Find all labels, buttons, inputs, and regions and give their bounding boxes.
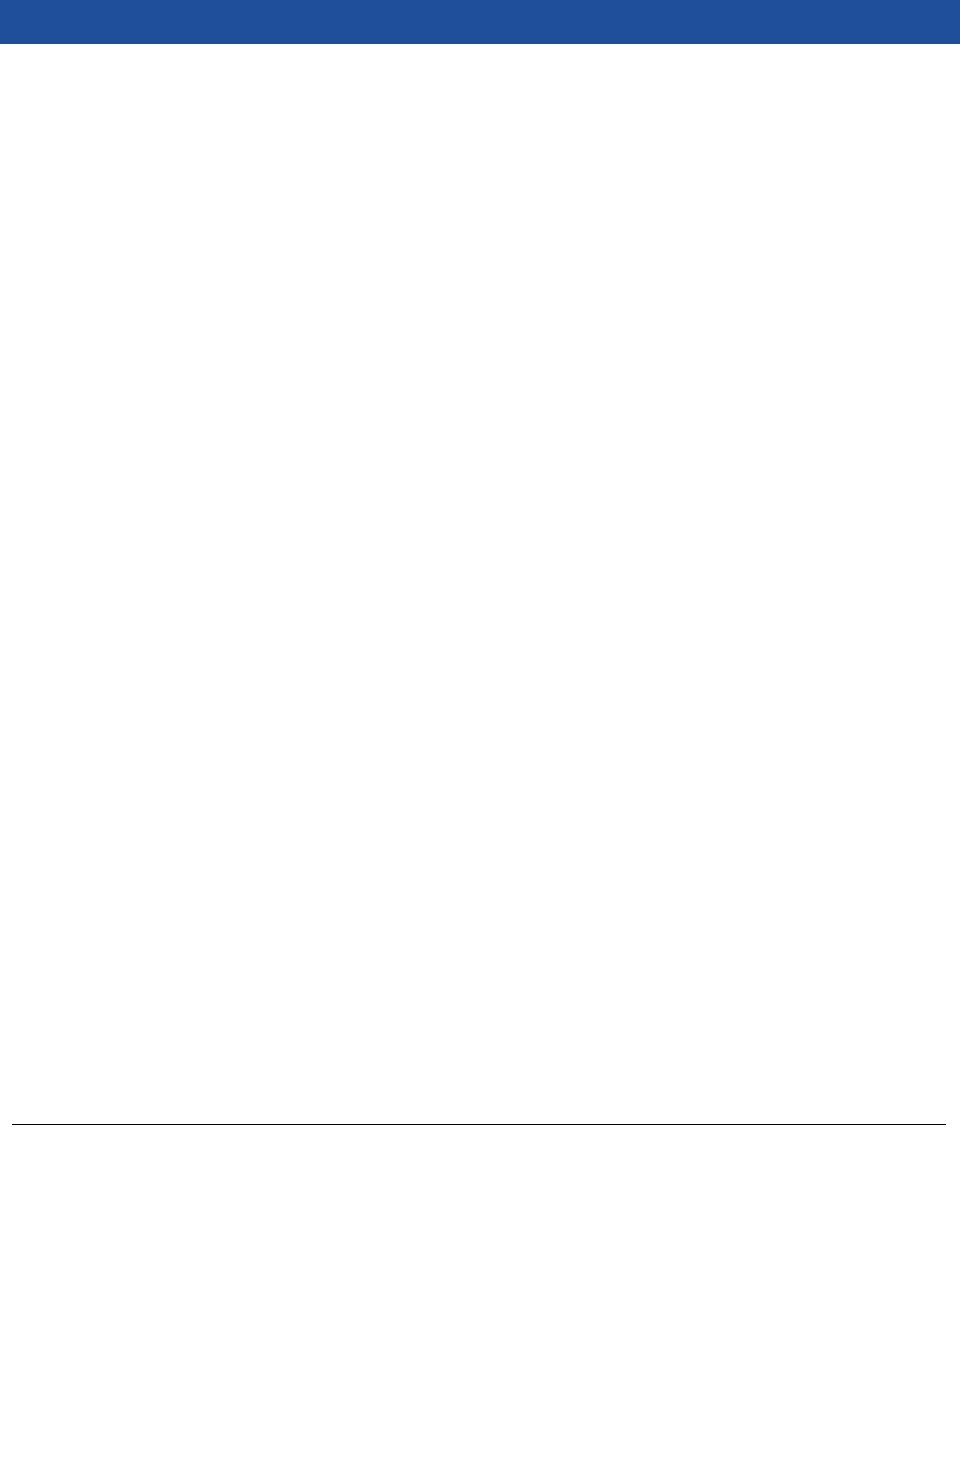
class-line: [13, 1306, 913, 1334]
record-separator: [12, 1124, 946, 1125]
field-541: [13, 1250, 913, 1278]
class-line: [13, 1390, 913, 1418]
field-210: [13, 1138, 913, 1166]
trademark-record: [13, 1138, 913, 1418]
field-740: [13, 1222, 913, 1250]
field-731: [13, 1194, 913, 1222]
class-line: [13, 1334, 913, 1362]
page-header: [0, 0, 960, 44]
field-220: [13, 1166, 913, 1194]
field-511: [13, 1278, 913, 1306]
class-line: [13, 1362, 913, 1390]
